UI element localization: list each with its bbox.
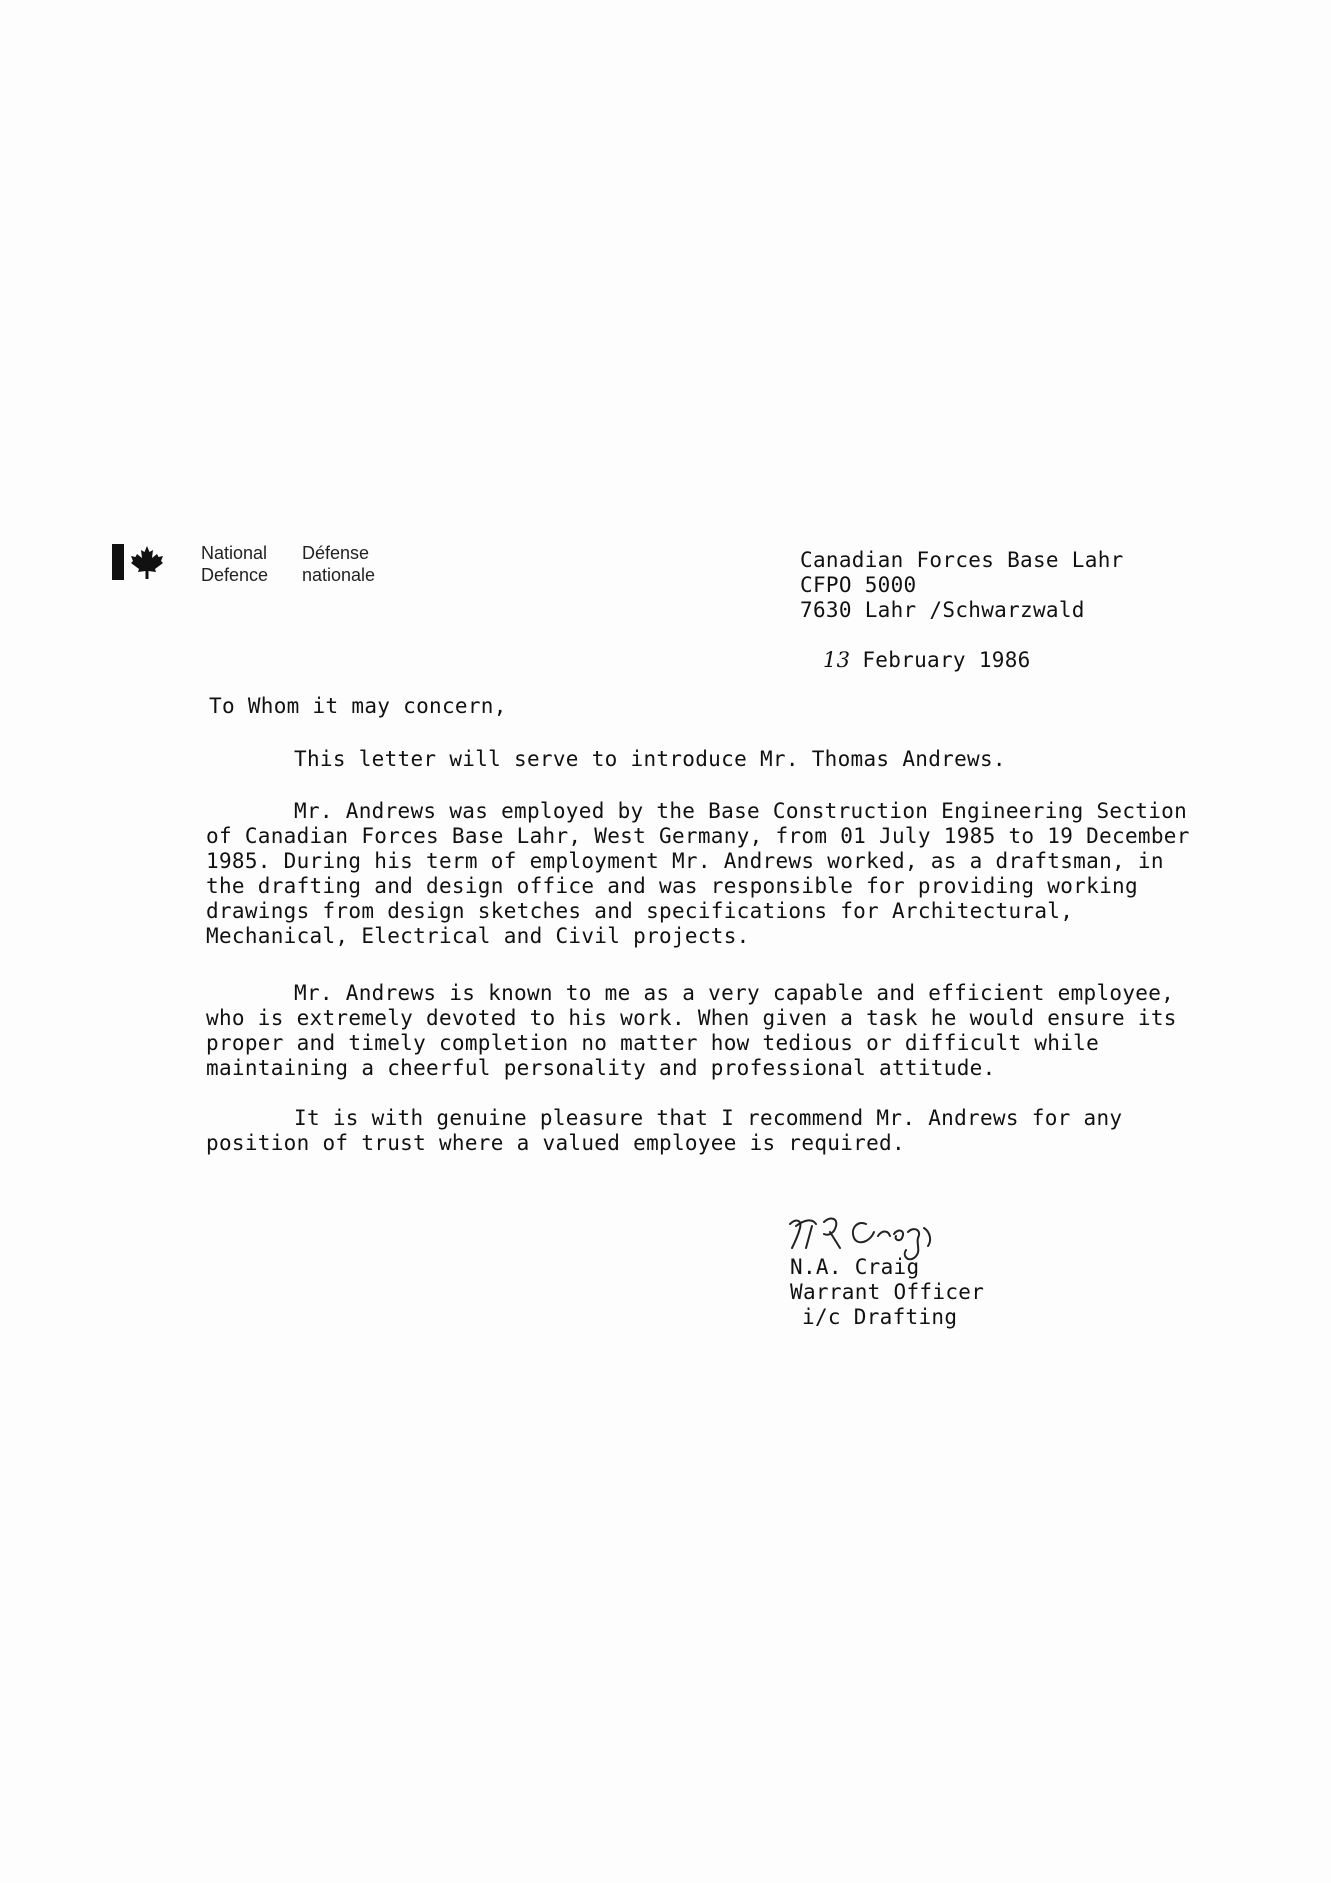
signer-name: N.A. Craig [790,1255,920,1279]
paragraph-introduction: This letter will serve to introduce Mr. Thomas Andrews. [294,747,1006,771]
letter-date [823,648,1031,672]
dept-en-line-1: National [201,543,268,563]
maple-leaf-icon [130,544,164,580]
paragraph-character: Mr. Andrews is known to me as a very capable and efficient employee, who is extremely devoted to his work. When given a task he would ensure its proper and timely completion no matter how tedious or difficult while maintaining a cheerful personality and professional attitude. [206,981,1177,1080]
signature-block [790,1255,984,1330]
flag-bar [112,544,124,580]
paragraph-employment: Mr. Andrews was employed by the Base Construction Engineering Section of Canadian Forces Base Lahr, West Germany, from 01 July 1985 to 19 December 1985. During his term of employment Mr. Andrews worked, as a draftsman, in the drafting and design office and was responsible for providing working drawings from design sketches and specifications for Architectural, Mechanical, Electrical and Civil projects. [206,799,1190,948]
address-line-1: Canadian Forces Base Lahr [800,548,1124,572]
canada-wordmark-logo [112,544,164,580]
dept-fr-line-2: nationale [302,565,376,585]
paragraph-recommendation: It is with genuine pleasure that I recommend Mr. Andrews for any position of trust where a valued employee is required. [206,1106,1123,1155]
date-day-handwritten: 13 [823,648,851,672]
department-name-french [302,542,375,586]
sender-address [800,548,1124,623]
address-line-2: CFPO 5000 [800,573,917,597]
date-month-year: February 1986 [862,648,1031,672]
dept-en-line-2: Defence [201,565,269,585]
signer-rank: Warrant Officer [790,1280,985,1304]
salutation: To Whom it may concern, [209,694,507,718]
signer-role: i/c Drafting [802,1305,958,1329]
dept-fr-line-1: Défense [302,543,370,563]
address-line-3: 7630 Lahr /Schwarzwald [800,598,1085,622]
department-name-english [201,542,268,586]
